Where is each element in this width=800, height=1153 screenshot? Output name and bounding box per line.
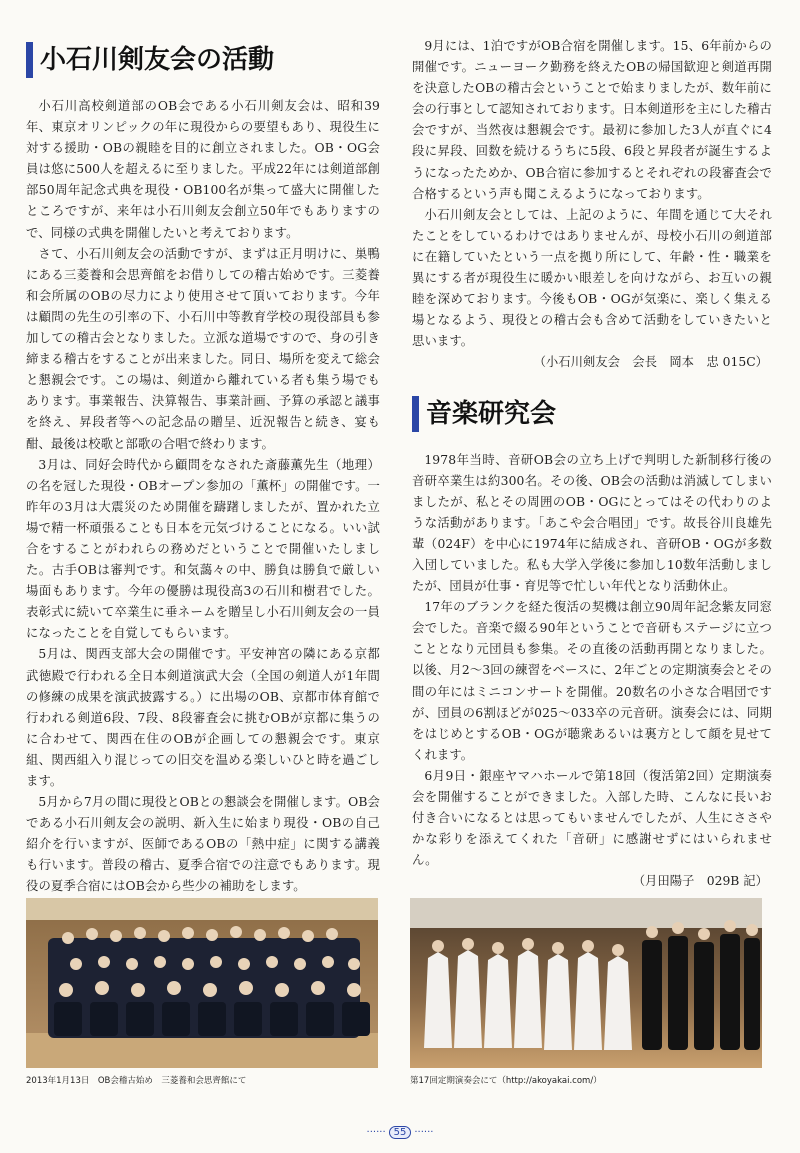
choir-photo-caption: 第17回定期演奏会にて（http://akoyakai.com/） — [410, 1076, 602, 1086]
choir-concert-photo — [410, 898, 762, 1068]
heading-accent-bar — [26, 42, 33, 78]
music-paragraph-2: 17年のブランクを経た復活の契機は創立90周年記念紫友同窓会でした。音楽で綴る90年ということで音研もステージに立つこととなり元団員も参集。その直後の活動再開となりました。以後、月2～3回の練習をベースに、2年ごとの定期演奏会とその間の年にはミニコンサートを開催。20数名の小さな合唱団ですが、団員の6割ほどが025～033卒の元音研。演奏会には、同期をはじめとするOB・OGが聴衆あるいは裏方として顔を見せてくれます。 — [412, 600, 772, 762]
kendo-paragraph-1: 小石川高校剣道部のOB会である小石川剣友会は、昭和39年、東京オリンピックの年に現役からの要望もあり、現役生に対する援助・OBの親睦を目的に創立されました。OB・OG会員は悠に500人を超えるに至りました。平成22年には剣道部創部50周年記念式典を現役・OB100名が集って盛大に開催したところですが、来年は小石川剣友会創立50年でもありますので、同様の式典を開催したいと考えております。 — [26, 99, 380, 240]
kendo-title: 小石川剣友会の活動 — [40, 45, 275, 75]
kendo-article — [26, 40, 380, 898]
kendo-paragraph-4: 5月は、関西支部大会の開催です。平安神宮の隣にある京都武徳殿で行われる全日本剣道演武大会（全国の剣道人が1年間の修練の成果を演武披露する。）に出場のOB、京都市体育館で行われる剣道6段、7段、8段審査会に挑むOBが京都に集うのに合わせて、関西在住のOBが企画しての懇親会です。東京組、関西組入り混じっての旧交を温める楽しいひと時を過ごします。 — [26, 647, 380, 788]
kendo-photo-caption: 2013年1月13日 OB会稽古始め 三菱養和会思齊館にて — [26, 1076, 247, 1086]
kendo-heading — [26, 40, 380, 80]
kendo-paragraph-7: 小石川剣友会としては、上記のように、年間を通じて大それたことをしているわけではありませんが、母校小石川の剣道部に在籍していたという一点を拠り所にして、年齢・性・職業を異にする者が現役生に暖かい眼差しを向けながら、お互いの親睦を深めております。今後もOB・OGが気楽に、楽しく集える場となるよう、現役との稽古会も含めて活動をしていきたいと思います。 — [412, 207, 772, 349]
kendo-paragraph-2: さて、小石川剣友会の活動ですが、まずは正月明けに、巣鴨にある三菱養和会思齊館をお借りしての稽古始めです。三菱養和会所属のOBの尽力により使用させて頂いております。今年は顧問の先生の引率の下、小石川中等教育学校の現役部員も参加しての稽古会となりました。立派な道場ですので、身の引き締まる稽古をすることが出来ました。同日、場所を変えて総会と懇親会です。この場は、剣道から離れている者も集う場でもあります。事業報告、決算報告、事業計画、予算の承認と議事を終え、昇段者等への記念品の贈呈、近況報告と続き、宴も酣、最後は校歌と部歌の合唱で終わります。 — [26, 246, 380, 451]
kendo-signature: （小石川剣友会 会長 岡本 忠 015C） — [533, 355, 768, 370]
music-heading — [412, 394, 772, 434]
music-signature: （月田陽子 029B 記） — [632, 874, 768, 889]
right-column — [412, 40, 772, 892]
music-title: 音楽研究会 — [426, 398, 557, 429]
kendo-group-photo — [26, 898, 378, 1068]
kendo-paragraph-3: 3月は、同好会時代から顧問をなされた斎藤薫先生（地理）の名を冠した現役・OBオープン参加の「薫杯」の開催です。一昨年の3月は大震災のため開催を躊躇しましたが、置かれた立場で精一杯頑張ることも日本を元気づけることになる。いい試合をすることがわれらの務めだということで開催いたしました。古手OBは審判です。和気藹々の中、勝負は勝負で厳しい場面もあります。今年の優勝は現役高3の石川和樹君でした。表彰式に続いて卒業生に垂ネームを贈呈し小石川剣友会の一員になったことを自覚してもらいます。 — [26, 457, 380, 641]
page-number-dots-left: ······ — [366, 1127, 386, 1138]
music-paragraph-3: 6月9日・銀座ヤマハホールで第18回（復活第2回）定期演奏会を開催することができました。入部した時、こんなに長いお付き合いになるとは思ってもいませんでしたが、人生にささやかな彩りを添えてくれた「音研」に感謝せずにはいられません。 — [412, 768, 772, 868]
heading-accent-bar — [412, 396, 419, 432]
kendo-paragraph-6: 9月には、1泊ですがOB合宿を開催します。15、6年前からの開催です。ニューヨーク勤務を終えたOBの帰国歓迎と剣道再開を決意したOBの稽古会ということで始まりましたが、数年前に会の行事として認知されております。日本剣道形を主にした稽古会ですが、当然夜は懇親会です。最初に参加した3人が直ぐに4段に昇段、回数を続けるうちに5段、6段と昇段者が誕生するようになったためか、OB合宿に参加するとそれぞれの段審査会で合格するという声も聞こえるようになっております。 — [412, 39, 772, 201]
page-number-value: 55 — [389, 1126, 412, 1139]
kendo-paragraph-5: 5月から7月の間に現役とOBとの懇談会を開催します。OB会である小石川剣友会の説明、新入生に始まり現役・OBの自己紹介を行いますが、医師であるOBの「熱中症」に関する講義も行います。普段の稽古、夏季合宿での注意でもあります。現役の夏季合宿にはOB会から些少の補助をします。 — [26, 795, 380, 894]
music-paragraph-1: 1978年当時、音研OB会の立ち上げで判明した新制移行後の音研卒業生は約300名。その後、OB会の活動は消滅してしまいましたが、私とその周囲のOB・OGにとってはその代わりのような活動があります。「あこや会合唱団」です。故長谷川良雄先輩（024F）を中心に1974年に結成され、音研OB・OGが多数入団していました。私も大学入学後に参加し10数年活動しましたが、団員が仕事・育児等で忙しい年代となり活動休止。 — [412, 452, 772, 594]
page-number — [340, 1126, 460, 1139]
page-number-dots-right: ······ — [414, 1127, 434, 1138]
